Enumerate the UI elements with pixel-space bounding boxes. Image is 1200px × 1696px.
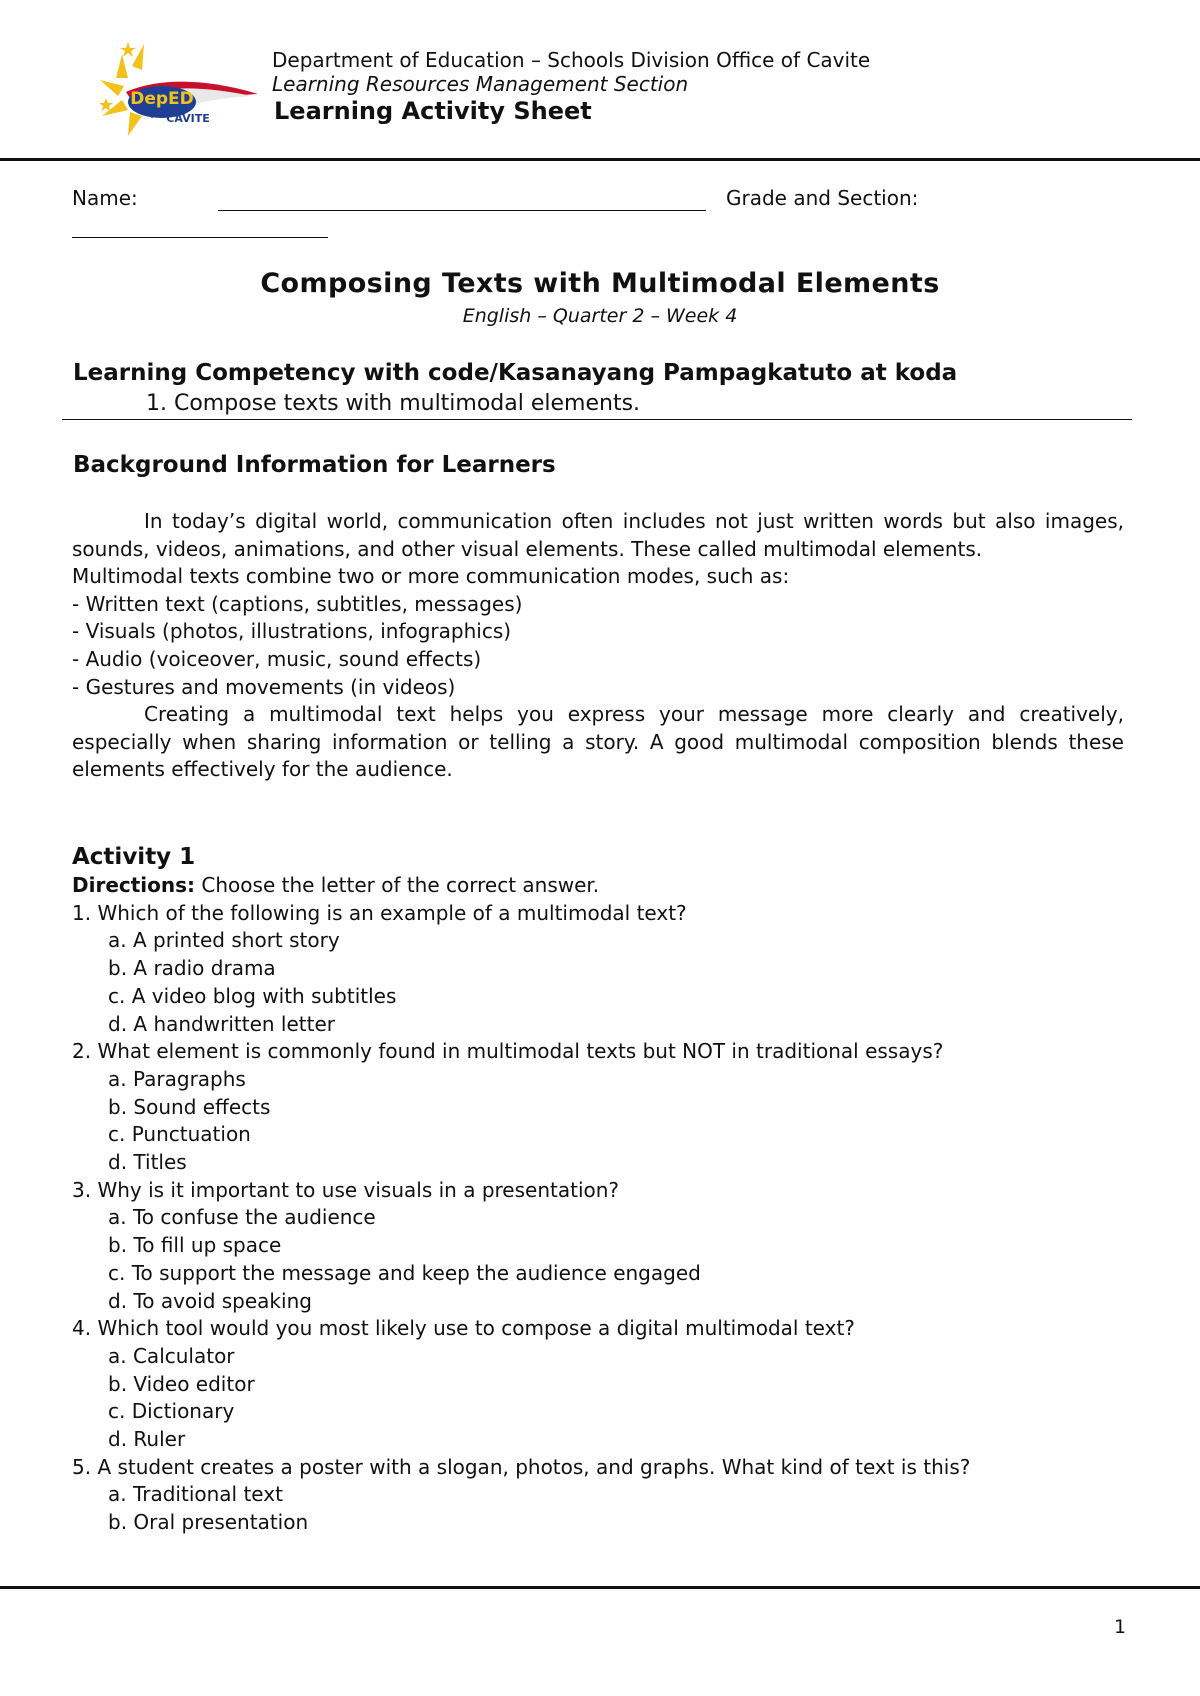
answer-option[interactable]: b. A radio drama	[108, 956, 276, 981]
answer-option[interactable]: b. Oral presentation	[108, 1510, 309, 1535]
answer-option[interactable]: a. To confuse the audience	[108, 1205, 376, 1230]
competency-item: 1. Compose texts with multimodal elements.	[146, 391, 641, 416]
background-text	[72, 508, 1124, 784]
grade-section-field[interactable]	[72, 237, 328, 238]
competency-heading: Learning Competency with code/Kasanayang Pampagkatuto at koda	[73, 360, 958, 386]
question: 2. What element is commonly found in multimodal texts but NOT in traditional essays?	[72, 1039, 944, 1064]
competency-divider	[62, 419, 1132, 420]
directions	[72, 872, 1152, 900]
activity-heading: Activity 1	[72, 844, 196, 870]
grade-section-label: Grade and Section:	[726, 186, 919, 210]
answer-option[interactable]: d. A handwritten letter	[108, 1011, 335, 1036]
mode-item: - Visuals (photos, illustrations, infographics)	[72, 619, 512, 644]
modes-intro: Multimodal texts combine two or more communication modes, such as:	[72, 564, 790, 589]
deped-cavite-logo	[92, 36, 264, 142]
answer-option[interactable]: d. Titles	[108, 1150, 187, 1175]
sheet-title: Learning Activity Sheet	[274, 97, 592, 125]
answer-option[interactable]: a. A printed short story	[108, 928, 340, 953]
question: 3. Why is it important to use visuals in a presentation?	[72, 1177, 620, 1202]
svg-text:DepED: DepED	[130, 89, 194, 109]
answer-option[interactable]: c. Dictionary	[108, 1399, 235, 1424]
directions-label: Directions:	[72, 873, 196, 897]
section-line: Learning Resources Management Section	[272, 72, 689, 96]
answer-option[interactable]: c. Punctuation	[108, 1122, 251, 1147]
lesson-title: Composing Texts with Multimodal Elements	[260, 268, 940, 299]
answer-option[interactable]: b. Sound effects	[108, 1094, 271, 1119]
background-paragraph-2: Creating a multimodal text helps you express your message more clearly and creatively, especially when sharing information or telling a story. A good multimodal composition blends these elements effectively for the audience.	[72, 702, 1124, 782]
answer-option[interactable]: d. To avoid speaking	[108, 1288, 312, 1313]
page-number: 1	[1114, 1616, 1127, 1638]
header-divider	[0, 158, 1200, 161]
answer-option[interactable]: a. Calculator	[108, 1343, 235, 1368]
answer-option[interactable]: c. A video blog with subtitles	[108, 983, 397, 1008]
mode-item: - Written text (captions, subtitles, messages)	[72, 591, 523, 616]
mode-item: - Audio (voiceover, music, sound effects)	[72, 646, 482, 671]
footer-divider	[0, 1586, 1200, 1589]
mode-item: - Gestures and movements (in videos)	[72, 674, 456, 699]
name-field[interactable]	[218, 210, 706, 211]
answer-option[interactable]: b. Video editor	[108, 1371, 255, 1396]
directions-text: Choose the letter of the correct answer.	[195, 873, 600, 897]
answer-option[interactable]: a. Traditional text	[108, 1482, 283, 1507]
answer-option[interactable]: b. To fill up space	[108, 1233, 282, 1258]
background-heading: Background Information for Learners	[73, 452, 556, 478]
activity-quiz	[72, 872, 1152, 1537]
question: 1. Which of the following is an example of a multimodal text?	[72, 900, 687, 925]
svg-text:CAVITE: CAVITE	[166, 112, 210, 125]
question: 4. Which tool would you most likely use to compose a digital multimodal text?	[72, 1316, 855, 1341]
organization-line: Department of Education – Schools Division Office of Cavite	[272, 48, 871, 72]
question: 5. A student creates a poster with a slogan, photos, and graphs. What kind of text is this?	[72, 1454, 971, 1479]
name-label: Name:	[72, 186, 138, 210]
background-paragraph-1: In today’s digital world, communication often includes not just written words but also images, sounds, videos, animations, and other visual elements. These called multimodal elements.	[72, 509, 1124, 561]
lesson-subtitle: English – Quarter 2 – Week 4	[462, 305, 738, 327]
answer-option[interactable]: c. To support the message and keep the audience engaged	[108, 1260, 701, 1285]
answer-option[interactable]: a. Paragraphs	[108, 1066, 246, 1091]
answer-option[interactable]: d. Ruler	[108, 1427, 186, 1452]
